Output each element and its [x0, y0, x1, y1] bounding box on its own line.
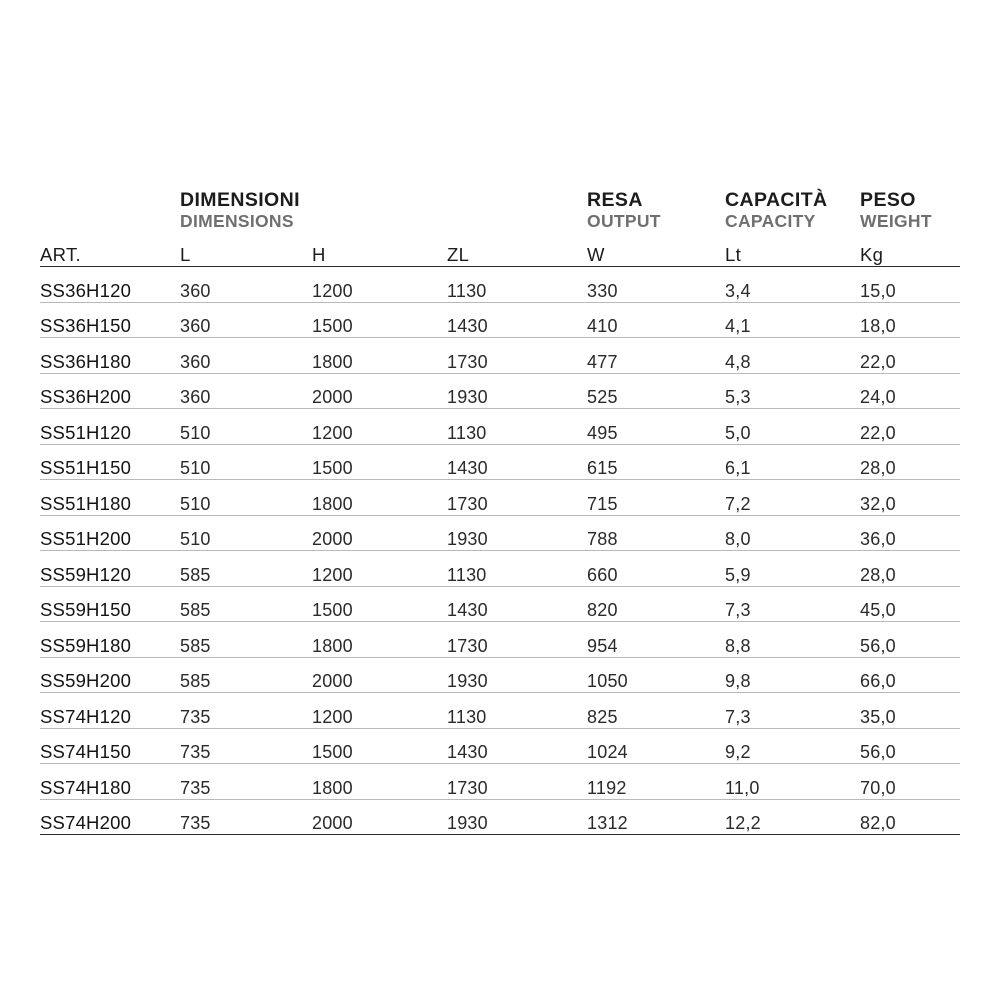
cell-h: 1500 — [312, 302, 447, 338]
cell-art: SS74H180 — [40, 764, 180, 800]
cell-art: SS59H180 — [40, 622, 180, 658]
cell-lt: 5,3 — [725, 373, 860, 409]
table-row — [40, 693, 960, 729]
cell-w: 330 — [587, 267, 725, 303]
cell-lt: 9,8 — [725, 657, 860, 693]
cell-kg: 56,0 — [860, 728, 960, 764]
table-row — [40, 657, 960, 693]
cell-lt: 4,8 — [725, 338, 860, 374]
group-header-capacity-en: CAPACITY — [725, 210, 816, 231]
group-header-dimensions — [180, 168, 587, 230]
group-header-output — [587, 168, 725, 230]
cell-l: 735 — [180, 764, 312, 800]
table-row — [40, 764, 960, 800]
group-header-capacity — [725, 168, 860, 230]
table-row — [40, 586, 960, 622]
cell-l: 735 — [180, 693, 312, 729]
cell-h: 2000 — [312, 373, 447, 409]
cell-lt: 5,9 — [725, 551, 860, 587]
group-header-empty — [40, 168, 180, 230]
table-row — [40, 799, 960, 835]
cell-w: 495 — [587, 409, 725, 445]
table-row — [40, 267, 960, 303]
cell-h: 1200 — [312, 409, 447, 445]
table-row — [40, 515, 960, 551]
table-row — [40, 338, 960, 374]
group-header-output-it: RESA — [587, 189, 643, 211]
cell-zl: 1430 — [447, 586, 587, 622]
cell-lt: 8,8 — [725, 622, 860, 658]
cell-h: 1500 — [312, 444, 447, 480]
cell-art: SS74H120 — [40, 693, 180, 729]
group-header-weight-it: PESO — [860, 189, 916, 211]
cell-kg: 18,0 — [860, 302, 960, 338]
cell-l: 510 — [180, 409, 312, 445]
table-head — [40, 168, 960, 267]
cell-lt: 3,4 — [725, 267, 860, 303]
cell-h: 1800 — [312, 764, 447, 800]
cell-art: SS74H200 — [40, 799, 180, 835]
cell-l: 360 — [180, 338, 312, 374]
cell-l: 510 — [180, 480, 312, 516]
cell-l: 510 — [180, 515, 312, 551]
cell-zl: 1130 — [447, 409, 587, 445]
column-header-zl: ZL — [447, 230, 587, 267]
cell-l: 360 — [180, 302, 312, 338]
cell-lt: 5,0 — [725, 409, 860, 445]
cell-art: SS36H120 — [40, 267, 180, 303]
cell-h: 2000 — [312, 799, 447, 835]
group-header-weight — [860, 168, 960, 230]
cell-w: 1192 — [587, 764, 725, 800]
cell-h: 1500 — [312, 586, 447, 622]
cell-lt: 12,2 — [725, 799, 860, 835]
cell-l: 585 — [180, 622, 312, 658]
column-header-lt: Lt — [725, 230, 860, 267]
column-header-h: H — [312, 230, 447, 267]
table-row — [40, 373, 960, 409]
cell-kg: 22,0 — [860, 338, 960, 374]
cell-lt: 6,1 — [725, 444, 860, 480]
cell-zl: 1930 — [447, 657, 587, 693]
cell-kg: 36,0 — [860, 515, 960, 551]
group-header-dimensions-en: DIMENSIONS — [180, 210, 294, 231]
cell-art: SS59H150 — [40, 586, 180, 622]
cell-w: 615 — [587, 444, 725, 480]
cell-kg: 56,0 — [860, 622, 960, 658]
cell-h: 2000 — [312, 657, 447, 693]
cell-kg: 15,0 — [860, 267, 960, 303]
cell-zl: 1730 — [447, 764, 587, 800]
cell-kg: 70,0 — [860, 764, 960, 800]
group-header-dimensions-it: DIMENSIONI — [180, 189, 300, 211]
cell-w: 825 — [587, 693, 725, 729]
cell-l: 585 — [180, 551, 312, 587]
table-row — [40, 409, 960, 445]
table-row — [40, 302, 960, 338]
cell-w: 477 — [587, 338, 725, 374]
cell-kg: 45,0 — [860, 586, 960, 622]
cell-h: 2000 — [312, 515, 447, 551]
cell-kg: 32,0 — [860, 480, 960, 516]
cell-kg: 22,0 — [860, 409, 960, 445]
cell-w: 1024 — [587, 728, 725, 764]
cell-lt: 7,3 — [725, 693, 860, 729]
cell-h: 1200 — [312, 693, 447, 729]
cell-w: 715 — [587, 480, 725, 516]
cell-l: 735 — [180, 799, 312, 835]
cell-h: 1800 — [312, 480, 447, 516]
group-header-row — [40, 168, 960, 230]
cell-l: 735 — [180, 728, 312, 764]
table-row — [40, 622, 960, 658]
cell-w: 410 — [587, 302, 725, 338]
cell-zl: 1130 — [447, 551, 587, 587]
table-row — [40, 480, 960, 516]
cell-w: 820 — [587, 586, 725, 622]
cell-l: 585 — [180, 657, 312, 693]
cell-w: 660 — [587, 551, 725, 587]
cell-kg: 35,0 — [860, 693, 960, 729]
group-header-output-en: OUTPUT — [587, 210, 661, 231]
cell-l: 360 — [180, 373, 312, 409]
cell-lt: 7,3 — [725, 586, 860, 622]
cell-art: SS51H180 — [40, 480, 180, 516]
cell-h: 1800 — [312, 338, 447, 374]
cell-art: SS51H150 — [40, 444, 180, 480]
group-header-capacity-it: CAPACITÀ — [725, 189, 828, 211]
cell-kg: 82,0 — [860, 799, 960, 835]
cell-h: 1200 — [312, 267, 447, 303]
cell-art: SS59H120 — [40, 551, 180, 587]
cell-art: SS59H200 — [40, 657, 180, 693]
cell-zl: 1930 — [447, 515, 587, 551]
cell-lt: 8,0 — [725, 515, 860, 551]
cell-kg: 66,0 — [860, 657, 960, 693]
cell-h: 1800 — [312, 622, 447, 658]
table-row — [40, 444, 960, 480]
cell-lt: 7,2 — [725, 480, 860, 516]
table-row — [40, 551, 960, 587]
cell-art: SS51H200 — [40, 515, 180, 551]
cell-zl: 1430 — [447, 444, 587, 480]
cell-zl: 1730 — [447, 622, 587, 658]
cell-kg: 24,0 — [860, 373, 960, 409]
table-row — [40, 728, 960, 764]
cell-zl: 1930 — [447, 373, 587, 409]
cell-l: 585 — [180, 586, 312, 622]
cell-zl: 1430 — [447, 302, 587, 338]
cell-kg: 28,0 — [860, 444, 960, 480]
cell-w: 1050 — [587, 657, 725, 693]
cell-zl: 1430 — [447, 728, 587, 764]
table-body — [40, 267, 960, 835]
cell-l: 360 — [180, 267, 312, 303]
cell-art: SS74H150 — [40, 728, 180, 764]
cell-art: SS36H180 — [40, 338, 180, 374]
cell-w: 954 — [587, 622, 725, 658]
cell-art: SS36H150 — [40, 302, 180, 338]
cell-art: SS51H120 — [40, 409, 180, 445]
cell-h: 1500 — [312, 728, 447, 764]
column-header-l: L — [180, 230, 312, 267]
specifications-table — [40, 168, 960, 835]
column-header-w: W — [587, 230, 725, 267]
cell-lt: 4,1 — [725, 302, 860, 338]
column-header-art: ART. — [40, 230, 180, 267]
cell-w: 525 — [587, 373, 725, 409]
column-header-kg: Kg — [860, 230, 960, 267]
cell-zl: 1130 — [447, 693, 587, 729]
column-header-row — [40, 230, 960, 267]
cell-lt: 11,0 — [725, 764, 860, 800]
cell-zl: 1930 — [447, 799, 587, 835]
cell-kg: 28,0 — [860, 551, 960, 587]
cell-h: 1200 — [312, 551, 447, 587]
cell-zl: 1130 — [447, 267, 587, 303]
cell-w: 1312 — [587, 799, 725, 835]
cell-zl: 1730 — [447, 480, 587, 516]
cell-zl: 1730 — [447, 338, 587, 374]
cell-w: 788 — [587, 515, 725, 551]
cell-l: 510 — [180, 444, 312, 480]
cell-lt: 9,2 — [725, 728, 860, 764]
cell-art: SS36H200 — [40, 373, 180, 409]
group-header-weight-en: WEIGHT — [860, 210, 932, 231]
